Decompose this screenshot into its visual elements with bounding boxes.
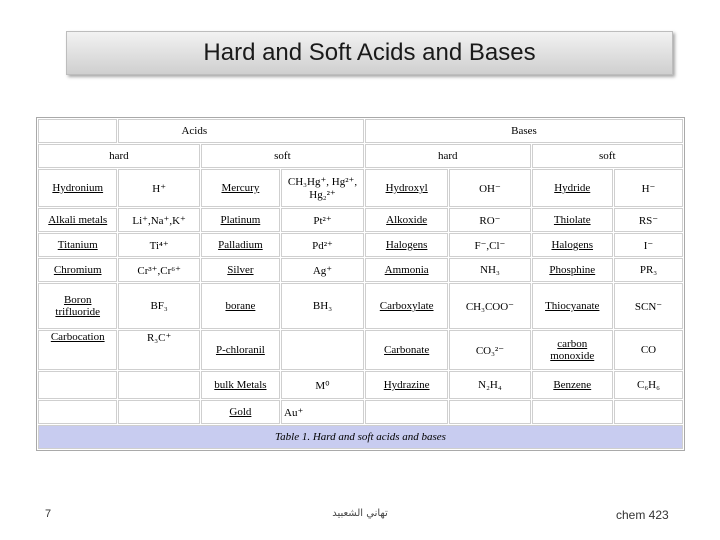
base-soft-name[interactable]: Hydride: [532, 169, 613, 207]
blank-cell: [118, 371, 199, 399]
slide-title: Hard and Soft Acids and Bases: [203, 39, 536, 66]
acid-soft-name[interactable]: borane: [201, 283, 280, 329]
blank-cell: [38, 119, 117, 143]
base-soft-name[interactable]: Phosphine: [532, 258, 613, 282]
base-hard-formula: F⁻,Cl⁻: [449, 233, 530, 257]
acid-hard-formula: Li⁺,Na⁺,K⁺: [118, 208, 199, 232]
acid-soft-formula: Ag⁺: [281, 258, 364, 282]
blank-cell: [365, 400, 448, 424]
acid-hard-formula: H⁺: [118, 169, 199, 207]
blank-cell: [532, 400, 613, 424]
group-header-row: [38, 119, 683, 143]
base-hard-name[interactable]: Hydrazine: [365, 371, 448, 399]
acid-hard-name[interactable]: Carbocation: [38, 330, 117, 370]
base-hard-name[interactable]: Carbonate: [365, 330, 448, 370]
acid-hard-name[interactable]: Hydronium: [38, 169, 117, 207]
base-soft-header: soft: [532, 144, 683, 168]
base-soft-formula: CO: [614, 330, 683, 370]
base-hard-name[interactable]: Ammonia: [365, 258, 448, 282]
base-soft-formula: C₆H₆: [614, 371, 683, 399]
acid-soft-name[interactable]: Mercury: [201, 169, 280, 207]
acid-soft-formula: Au⁺: [281, 400, 364, 424]
blank-cell: [614, 400, 683, 424]
author-name: تهاني الشعبيد: [332, 508, 388, 519]
acid-hard-formula: BF₃: [118, 283, 199, 329]
base-hard-formula: CH₃COO⁻: [449, 283, 530, 329]
base-hard-formula: RO⁻: [449, 208, 530, 232]
base-hard-name[interactable]: Halogens: [365, 233, 448, 257]
acid-soft-formula: Pd²⁺: [281, 233, 364, 257]
base-hard-name[interactable]: Alkoxide: [365, 208, 448, 232]
acid-soft-name[interactable]: Gold: [201, 400, 280, 424]
table-row: [38, 233, 683, 257]
acid-soft-formula: [281, 330, 364, 370]
acid-soft-formula: CH₃Hg⁺, Hg²⁺, Hg₂²⁺: [281, 169, 364, 207]
acid-hard-name[interactable]: Titanium: [38, 233, 117, 257]
acid-soft-formula: M⁰: [281, 371, 364, 399]
blank-cell: [38, 371, 117, 399]
base-soft-formula: PR₃: [614, 258, 683, 282]
acids-header: Acids: [118, 119, 364, 143]
acid-soft-name[interactable]: P-chloranil: [201, 330, 280, 370]
blank-cell: [38, 400, 117, 424]
acid-soft-name[interactable]: Silver: [201, 258, 280, 282]
base-hard-formula: NH₃: [449, 258, 530, 282]
table-caption: Table 1. Hard and soft acids and bases: [38, 425, 683, 449]
base-soft-name[interactable]: carbon monoxide: [532, 330, 613, 370]
blank-cell: [449, 400, 530, 424]
acid-soft-formula: Pt²⁺: [281, 208, 364, 232]
base-soft-formula: SCN⁻: [614, 283, 683, 329]
bases-header: Bases: [365, 119, 683, 143]
base-hard-header: hard: [365, 144, 531, 168]
table-row: [38, 208, 683, 232]
table-row: [38, 371, 683, 399]
acid-hard-name[interactable]: Alkali metals: [38, 208, 117, 232]
acid-hard-name[interactable]: Boron trifluoride: [38, 283, 117, 329]
base-hard-formula: N₂H₄: [449, 371, 530, 399]
title-bar: [66, 31, 673, 75]
base-soft-formula: H⁻: [614, 169, 683, 207]
base-soft-name[interactable]: Thiocyanate: [532, 283, 613, 329]
blank-cell: [118, 400, 199, 424]
base-soft-name[interactable]: Thiolate: [532, 208, 613, 232]
base-soft-formula: I⁻: [614, 233, 683, 257]
table-row: [38, 258, 683, 282]
course-label: chem 423: [616, 508, 669, 522]
acid-hard-formula: Ti⁴⁺: [118, 233, 199, 257]
base-soft-name[interactable]: Halogens: [532, 233, 613, 257]
acid-hard-formula: R₃C⁺: [118, 330, 199, 370]
acid-soft-name[interactable]: Palladium: [201, 233, 280, 257]
hsab-table: [36, 117, 685, 451]
caption-row: [38, 425, 683, 449]
acid-soft-header: soft: [201, 144, 364, 168]
base-hard-formula: OH⁻: [449, 169, 530, 207]
page-number: 7: [45, 508, 52, 520]
table-row: [38, 330, 683, 370]
acid-hard-formula: Cr³⁺,Cr⁶⁺: [118, 258, 199, 282]
base-hard-name[interactable]: Carboxylate: [365, 283, 448, 329]
acid-hard-name[interactable]: Chromium: [38, 258, 117, 282]
acid-soft-name[interactable]: Platinum: [201, 208, 280, 232]
base-hard-formula: CO₃²⁻: [449, 330, 530, 370]
base-soft-name[interactable]: Benzene: [532, 371, 613, 399]
acid-hard-header: hard: [38, 144, 200, 168]
table-row: [38, 169, 683, 207]
acid-soft-formula: BH₃: [281, 283, 364, 329]
table-row: [38, 400, 683, 424]
acid-soft-name[interactable]: bulk Metals: [201, 371, 280, 399]
sub-header-row: [38, 144, 683, 168]
base-hard-name[interactable]: Hydroxyl: [365, 169, 448, 207]
base-soft-formula: RS⁻: [614, 208, 683, 232]
table-row: [38, 283, 683, 329]
